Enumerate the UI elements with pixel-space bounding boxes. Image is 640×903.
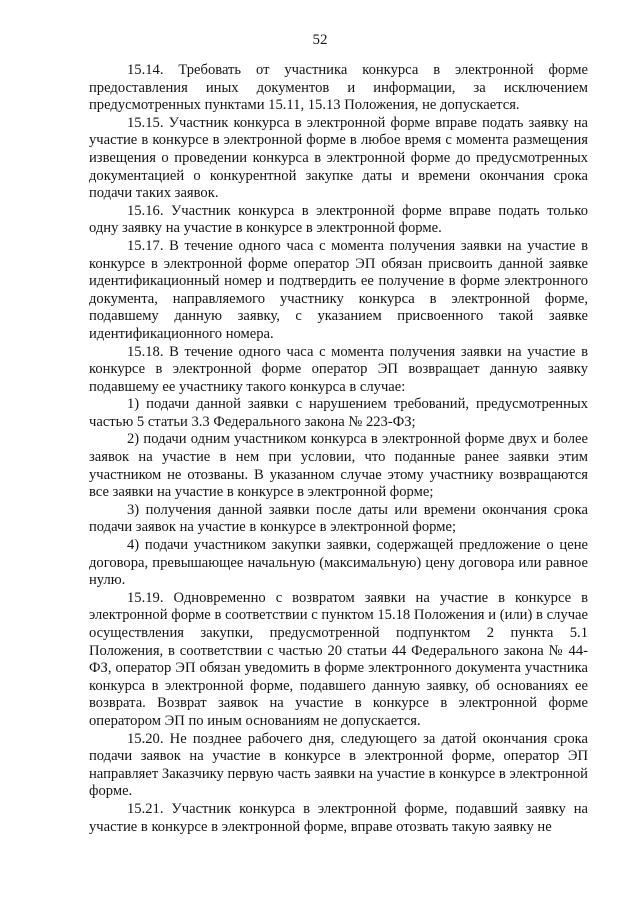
page-number: 52 [312, 32, 328, 48]
document-body [89, 62, 588, 836]
list-item-2: 2) подачи одним участником конкурса в электронной форме двух и более заявок на участие в нем при условии, что поданные ранее заявки этим участником не отозваны. В указанном случае этому участнику возвращаются все заявки на участие в конкурсе в электронной форме; [89, 431, 588, 501]
paragraph-15-16: 15.16. Участник конкурса в электронной форме вправе подать только одну заявку на участие в конкурсе в электронной форме. [89, 202, 588, 237]
list-item-3: 3) получения данной заявки после даты или времени окончания срока подачи заявок на участие в конкурсе в электронной форме; [89, 501, 588, 536]
list-item-1: 1) подачи данной заявки с нарушением требований, предусмотренных частью 5 статьи 3.3 Федерального закона № 223-ФЗ; [89, 396, 588, 430]
paragraph-15-14: 15.14. Требовать от участника конкурса в электронной форме предоставления иных документов и информации, за исключением предусмотренных пунктами 15.11, 15.13 Положения, не допускается. [89, 62, 588, 114]
paragraph-15-17: 15.17. В течение одного часа с момента получения заявки на участие в конкурсе в электронной форме оператор ЭП обязан присвоить данной заявке идентификационный номер и подтвердить ее получение в форме электронного документа, направляемого участнику конкурса в электронной форме, подавшему данную заявку, с указанием присвоенного такой заявке идентификационного номера. [89, 237, 588, 342]
paragraph-15-15: 15.15. Участник конкурса в электронной форме вправе подать заявку на участие в конкурсе в электронной форме в любое время с момента размещения извещения о проведении конкурса в электронной форме до предусмотренных документацией о конкурентной закупке даты и времени окончания срока подачи таких заявок. [89, 114, 588, 202]
paragraph-15-18: 15.18. В течение одного часа с момента получения заявки на участие в конкурсе в электронной форме оператор ЭП возвращает данную заявку подавшему ее участнику такого конкурса в случае: [89, 343, 588, 395]
paragraph-15-20: 15.20. Не позднее рабочего дня, следующего за датой окончания срока подачи заявок на участие в конкурсе в электронной форме, оператор ЭП направляет Заказчику первую часть заявки на участие в конкурсе в электронной форме. [89, 730, 588, 800]
paragraph-15-19: 15.19. Одновременно с возвратом заявки на участие в конкурсе в электронной форме в соответствии с пунктом 15.18 Положения и (или) в случае осуществления закупки, предусмотренной подпунктом 2 пункта 5.1 Положения, в соответствии с частью 20 статьи 44 Федерального закона № 44-ФЗ, оператор ЭП обязан уведомить в форме электронного документа участника конкурса в электронной форме, подавшего данную заявку, об основаниях ее возврата. Возврат заявок на участие в конкурсе в электронной форме оператором ЭП по иным основаниям не допускается. [89, 589, 588, 729]
list-item-4: 4) подачи участником закупки заявки, содержащей предложение о цене договора, превышающее начальную (максимальную) цену договора или равное нулю. [89, 537, 588, 589]
paragraph-15-21: 15.21. Участник конкурса в электронной форме, подавший заявку на участие в конкурсе в электронной форме, вправе отозвать такую заявку не [89, 800, 588, 835]
